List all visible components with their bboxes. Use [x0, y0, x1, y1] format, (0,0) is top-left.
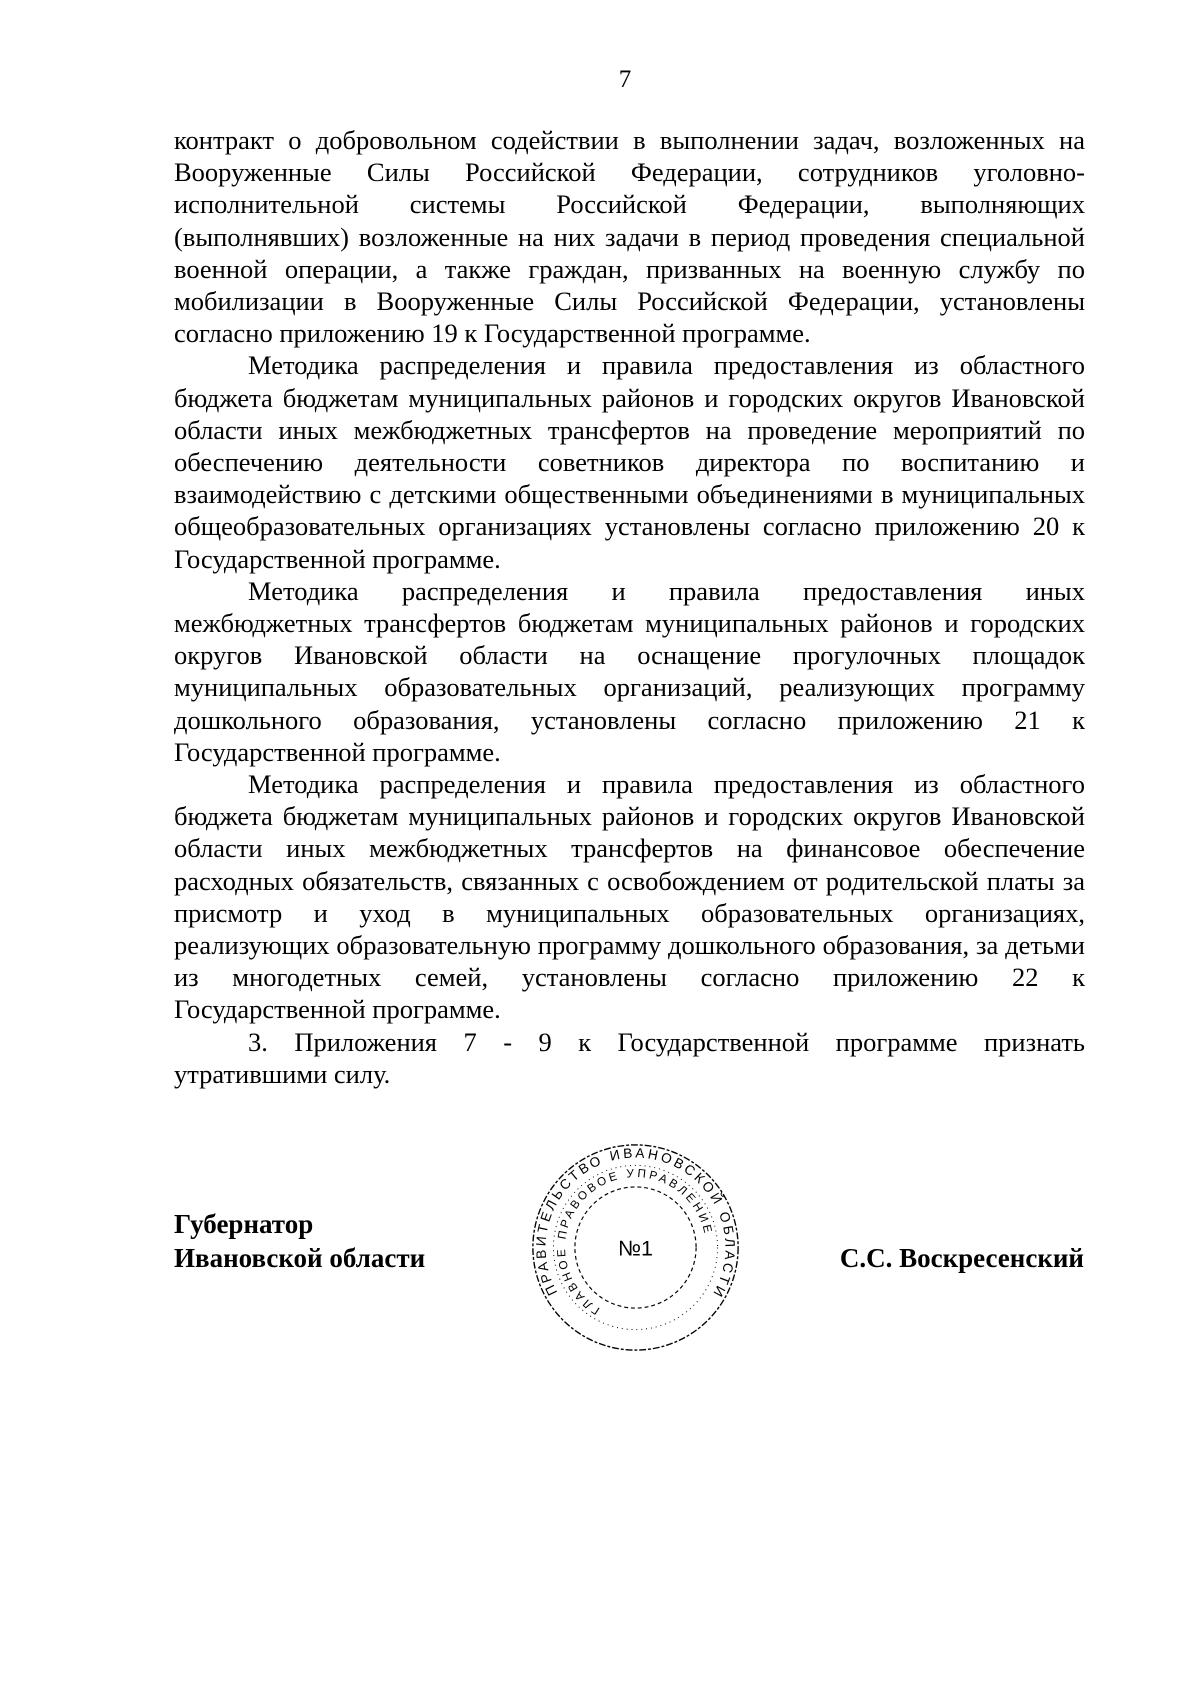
paragraph-appendix-20: Методика распределения и правила предоставления из областного бюджета бюджетам муниципальных районов и городских округов Ивановской области иных межбюджетных трансфертов на проведение мероприятий по обеспечению деятельности советников директора по воспитанию и взаимодействию с детскими общественными объединениями в муниципальных общеобразовательных организациях установлены согласно приложению 20 к Государственной программе. — [174, 350, 1085, 574]
signatory-position-line2: Ивановской области — [174, 1243, 426, 1273]
seal-inner-text: ГЛАВНОЕ ПРАВОВОЕ УПРАВЛЕНИЕ — [554, 1166, 715, 1317]
signatory-position-line1: Губернатор — [174, 1209, 314, 1239]
paragraph-appendix-21: Методика распределения и правила предоставления иных межбюджетных трансфертов бюджетам муниципальных районов и городских округов Ивановской области на оснащение прогулочных площадок муниципальных образовательных организаций, реализующих программу дошкольного образования, установлены согласно приложению 21 к Государственной программе. — [174, 575, 1085, 767]
page-number: 7 — [618, 66, 632, 93]
official-seal — [528, 1140, 743, 1355]
signatory-name: С.С. Воскресенский — [839, 1243, 1084, 1273]
paragraph-appendix-22: Методика распределения и правила предоставления из областного бюджета бюджетам муниципальных районов и городских округов Ивановской области иных межбюджетных трансфертов на финансовое обеспечение расходных обязательств, связанных с освобождением от родительской платы за присмотр и уход в муниципальных образовательных организациях, реализующих образовательную программу дошкольного образования, за детьми из многодетных семей, установлены согласно приложению 22 к Государственной программе. — [174, 769, 1085, 1025]
seal-number: №1 — [617, 1236, 654, 1261]
paragraph-item-3: 3. Приложения 7 - 9 к Государственной программе признать утратившими силу. — [174, 1026, 1085, 1089]
signatory-position — [174, 1207, 425, 1275]
document-body — [174, 124, 1085, 1090]
paragraph-continuation: контракт о добровольном содействии в выполнении задач, возложенных на Вооруженные Силы Российской Федерации, сотрудников уголовно-исполнительной системы Российской Федерации, выполняющих (выполнявших) возложенные на них задачи в период проведения специальной военной операции, а также граждан, призванных на военную службу по мобилизации в Вооруженные Силы Российской Федерации, установлены согласно приложению 19 к Государственной программе. — [174, 125, 1085, 349]
seal-outer-text: ПРАВИТЕЛЬСТВО ИВАНОВСКОЙ ОБЛАСТИ — [533, 1145, 738, 1302]
